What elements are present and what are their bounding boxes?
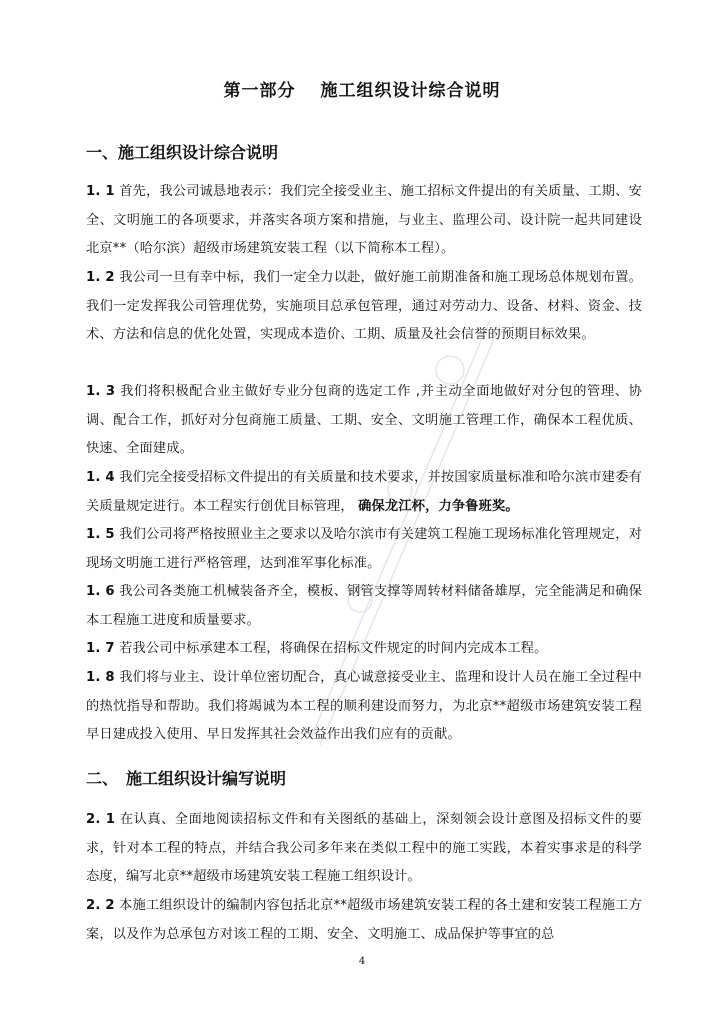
paragraph-1-2 xyxy=(86,264,642,350)
paragraph-1-8 xyxy=(86,664,642,750)
paragraph-text: 本施工组织设计的编制内容包括北京**超级市场建筑安装工程的各土建和安装工程施工方案，以及作为总承包方对该工程的工期、安全、文明施工、成品保护等事宜的总 xyxy=(86,898,642,942)
paragraph-1-6 xyxy=(86,578,642,635)
paragraph-emphasis: 确保龙江杯，力争鲁班奖。 xyxy=(358,498,519,514)
paragraph-2-1 xyxy=(86,806,642,892)
paragraph-text: 我们完全接受招标文件提出的有关质量和技术要求，并按国家质量标准和哈尔滨市建委有关质量规定进行。本工程实行创优目标管理， xyxy=(86,470,642,514)
paragraph-number: 1. 8 xyxy=(86,670,115,685)
document-title: 第一部分 施工组织设计综合说明 xyxy=(223,81,501,101)
section-heading-1: 一、施工组织设计综合说明 xyxy=(86,143,279,162)
paragraph-text: 在认真、全面地阅读招标文件和有关图纸的基础上，深刻领会设计意图及招标文件的要求，针对本工程的特点，并结合我公司多年来在类似工程中的施工实践，本着实事求是的科学态度，编写北京**超级市场建筑安装工程施工组织设计。 xyxy=(86,812,642,884)
paragraph-number: 2. 1 xyxy=(86,812,116,827)
paragraph-text: 我公司各类施工机械装备齐全，模板、钢管支撑等周转材料储备雄厚，完全能满足和确保本工程施工进度和质量要求。 xyxy=(86,584,642,628)
paragraph-1-4 xyxy=(86,464,642,521)
paragraph-number: 1. 3 xyxy=(86,384,116,399)
paragraph-number: 1. 4 xyxy=(86,470,115,485)
paragraph-number: 1. 5 xyxy=(86,527,115,542)
paragraph-text: 首先，我公司诚恳地表示：我们完全接受业主、施工招标文件提出的有关质量、工期、安全、文明施工的各项要求，并落实各项方案和措施，与业主、监理公司、设计院一起共同建设北京**（哈尔滨）超级市场建筑安装工程（以下简称本工程）。 xyxy=(86,184,642,256)
page-number: 4 xyxy=(358,956,366,967)
paragraph-text: 我们公司将严格按照业主之要求以及哈尔滨市有关建筑工程施工现场标准化管理规定，对现场文明施工进行严格管理，达到准军事化标准。 xyxy=(86,527,642,571)
paragraph-number: 1. 6 xyxy=(86,584,115,599)
paragraph-1-7 xyxy=(86,635,642,664)
section-heading-2: 二、 施工组织设计编写说明 xyxy=(86,769,287,788)
paragraph-text: 我公司一旦有幸中标，我们一定全力以赴，做好施工前期准备和施工现场总体规划布置。我们一定发挥我公司管理优势，实施项目总承包管理，通过对劳动力、设备、材料、资金、技术、方法和信息的优化处置，实现成本造价、工期、质量及社会信誉的预期目标效果。 xyxy=(86,270,642,342)
paragraph-number: 1. 1 xyxy=(86,184,115,199)
paragraph-text: 我们将积极配合业主做好专业分包商的选定工作 ,并主动全面地做好对分包的管理、协调、配合工作，抓好对分包商施工质量、工期、安全、文明施工管理工作，确保本工程优质、快速、全面建成。 xyxy=(86,384,642,456)
paragraph-text: 我们将与业主、设计单位密切配合，真心诚意接受业主、监理和设计人员在施工全过程中的热忱指导和帮助。我们将竭诚为本工程的顺利建设而努力，为北京**超级市场建筑安装工程早日建成投入使用、早日发挥其社会效益作出我们应有的贡献。 xyxy=(86,670,642,742)
paragraph-text: 若我公司中标承建本工程，将确保在招标文件规定的时间内完成本工程。 xyxy=(119,641,548,656)
paragraph-1-3 xyxy=(86,378,642,464)
paragraph-1-1 xyxy=(86,178,642,264)
paragraph-1-5 xyxy=(86,521,642,578)
paragraph-number: 2. 2 xyxy=(86,898,115,913)
paragraph-number: 1. 2 xyxy=(86,270,115,285)
paragraph-2-2 xyxy=(86,892,642,949)
paragraph-number: 1. 7 xyxy=(86,641,115,656)
